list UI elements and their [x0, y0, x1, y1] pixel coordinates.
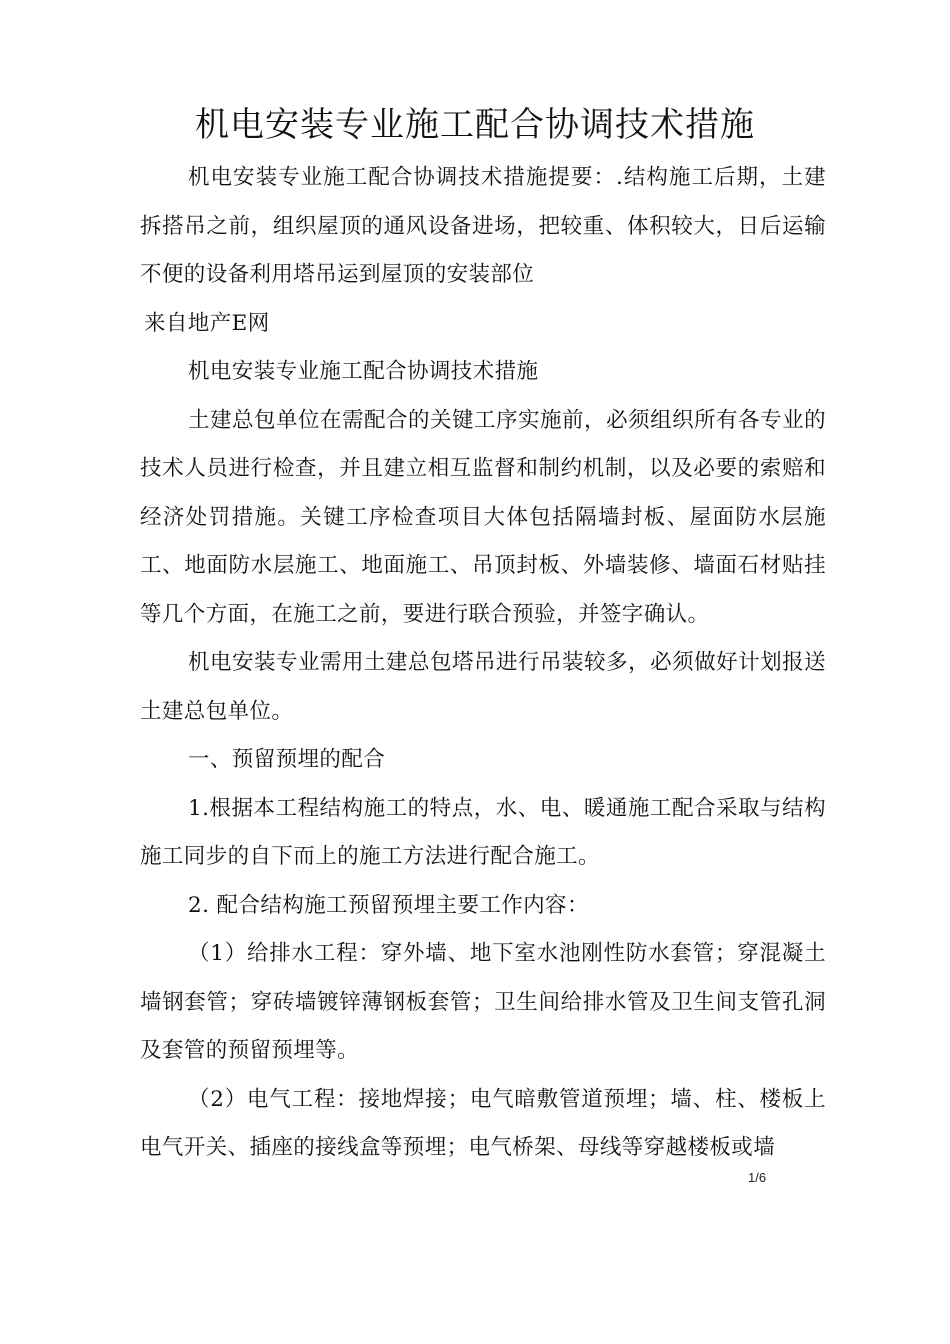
list-item: （2）电气工程：接地焊接；电气暗敷管道预埋；墙、柱、楼板上电气开关、插座的接线盒等预埋；电气桥架、母线等穿越楼板或墙	[140, 1086, 826, 1160]
body-paragraph: 土建总包单位在需配合的关键工序实施前，必须组织所有各专业的技术人员进行检查，并且建立相互监督和制约机制，以及必要的索赔和经济处罚措施。关键工序检查项目大体包括隔墙封板、屋面防水层施工、地面防水层施工、地面施工、吊顶封板、外墙装修、墙面石材贴挂等几个方面，在施工之前，要进行联合预验，并签字确认。	[140, 407, 826, 627]
section-heading: 机电安装专业施工配合协调技术措施	[188, 359, 539, 384]
document-title: 机电安装专业施工配合协调技术措施	[195, 105, 755, 145]
section-heading: 一、预留预埋的配合	[188, 747, 386, 772]
list-item: （1）给排水工程：穿外墙、地下室水池刚性防水套管；穿混凝土墙钢套管；穿砖墙镀锌薄钢板套管；卫生间给排水管及卫生间支管孔洞及套管的预留预埋等。	[140, 941, 826, 1063]
source-line: 来自地产E网	[144, 310, 270, 336]
document-body	[140, 154, 826, 1173]
summary-paragraph: 机电安装专业施工配合协调技术措施提要：.结构施工后期，土建拆搭吊之前，组织屋顶的通风设备进场，把较重、体积较大，日后运输不便的设备利用塔吊运到屋顶的安装部位	[140, 165, 826, 287]
body-paragraph: 机电安装专业需用土建总包塔吊进行吊装较多，必须做好计划报送土建总包单位。	[140, 650, 826, 724]
list-item: 2. 配合结构施工预留预埋主要工作内容：	[188, 892, 589, 918]
page-number: 1/6	[748, 1170, 767, 1185]
list-item: 1.根据本工程结构施工的特点，水、电、暖通施工配合采取与结构施工同步的自下而上的施工方法进行配合施工。	[140, 795, 826, 869]
